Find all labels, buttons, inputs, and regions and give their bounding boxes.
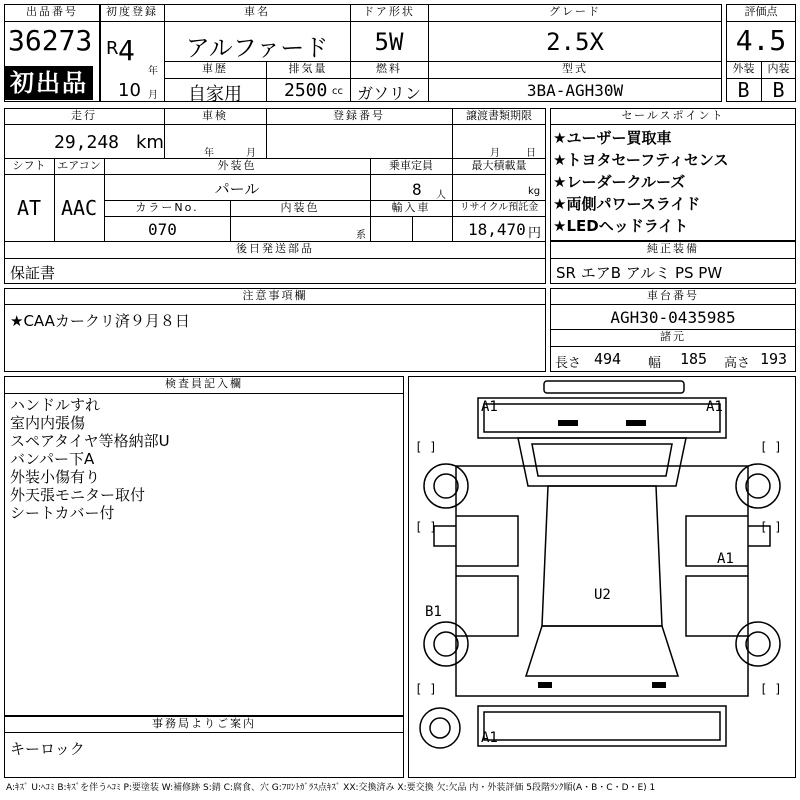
exterior-color-label: 外装色 [217, 159, 257, 172]
door-type: 5W [374, 28, 404, 56]
width-value: 185 [680, 350, 708, 368]
interior-label: 内装 [767, 62, 790, 75]
inspector-label: 検査員記入欄 [165, 377, 243, 390]
car-name-label: 車名 [244, 5, 270, 18]
color-no-label: カラーNo. [135, 201, 199, 214]
exterior-score: B [737, 78, 750, 102]
year-unit: 年 [148, 66, 158, 77]
recycle-label: リサイクル預託金 [459, 202, 539, 213]
registration-label: 登録番号 [333, 109, 385, 122]
transfer-day-unit: 日 [526, 148, 536, 159]
damage-legend: A:ｷｽﾞ U:ﾍｺﾐ B:ｷｽﾞを伴うﾍｺﾐ P:要塗装 W:補修跡 S:錆 C:腐食、穴 G:ﾌﾛﾝﾄｶﾞﾗｽ点ｷｽﾞ XX:交換済み X:要交換 欠:欠品 内・外装評価 5段階ﾗﾝｸ順(A・B・C・D・E) 1 [6, 783, 656, 793]
era-mark: R [106, 38, 119, 59]
office-label: 事務局よりご案内 [152, 717, 256, 730]
sales-points-list [553, 127, 728, 237]
sales-point-item: ★ユーザー買取車 [553, 129, 672, 147]
dimensions-label: 諸元 [660, 330, 686, 343]
mileage-label: 走行 [71, 109, 97, 122]
month-unit: 月 [148, 90, 158, 101]
inspector-note: バンパー下A [10, 450, 95, 468]
length-label: 長さ [555, 356, 582, 371]
bracket-mark: [ ] [415, 440, 437, 454]
interior-score: B [772, 78, 785, 102]
shift: AT [16, 196, 42, 220]
bracket-mark: [ ] [760, 682, 782, 696]
chassis-label: 車台番号 [647, 289, 699, 302]
capacity-unit: 人 [436, 190, 446, 201]
sales-points-label: セールスポイント [621, 109, 725, 122]
sales-point-item: ★LEDヘッドライト [553, 217, 689, 235]
displacement-label: 排気量 [288, 62, 328, 75]
max-load-label: 最大積載量 [471, 159, 527, 172]
exterior-label: 外装 [732, 62, 755, 75]
inspector-note: シートカバー付 [10, 504, 115, 522]
bracket-mark: [ ] [415, 520, 437, 534]
inspection-year-unit: 年 [204, 148, 214, 159]
recycle-deposit: 18,470 [468, 220, 526, 239]
exterior-color: パール [214, 180, 260, 198]
max-load-unit: kg [528, 186, 541, 197]
inspector-note: スペアタイヤ等格納部U [10, 432, 170, 450]
color-number: 070 [148, 220, 177, 239]
sales-point-item: ★トヨタセーフティセンス [553, 151, 729, 169]
capacity: 8 [412, 180, 422, 199]
mileage-unit: km [136, 132, 164, 153]
notes-label: 注意事項欄 [242, 289, 308, 302]
interior-color-label: 内装色 [280, 201, 320, 214]
width-label: 幅 [648, 356, 662, 371]
car-diagram [408, 376, 796, 778]
inspector-note: 室内内張傷 [10, 414, 86, 432]
equipment-label: 純正装備 [647, 242, 699, 255]
history: 自家用 [188, 84, 242, 105]
model-code: 3BA-AGH30W [526, 81, 624, 100]
capacity-label: 乗車定員 [389, 159, 433, 172]
fuel-label: 燃料 [376, 62, 402, 75]
damage-right-side: A1 [717, 551, 734, 567]
damage-rear: A1 [481, 730, 498, 746]
lot-number-label: 出品番号 [26, 5, 78, 18]
transfer-doc-label: 譲渡書類期限 [466, 109, 532, 122]
shift-label: シフト [12, 159, 46, 172]
damage-roof: U2 [594, 587, 611, 603]
height-value: 193 [760, 350, 788, 368]
bracket-mark: [ ] [760, 440, 782, 454]
sales-point-item: ★両側パワースライド [553, 195, 701, 213]
chassis-number: AGH30-0435985 [610, 308, 736, 327]
overall-score: 4.5 [735, 24, 787, 57]
sales-point-item: ★レーダークルーズ [553, 173, 686, 191]
reg-month: 10 [118, 80, 141, 101]
air-conditioner: AAC [60, 196, 98, 220]
interior-color-unit: 系 [356, 230, 366, 241]
inspector-notes [10, 396, 170, 522]
equipment-value: SR エアB アルミ PS PW [556, 264, 723, 282]
recycle-unit: 円 [528, 226, 542, 241]
later-parts-label: 後日発送部品 [236, 242, 314, 255]
later-parts: 保証書 [10, 264, 56, 282]
ac-label: エアコン [57, 159, 101, 172]
grade-label: グレード [549, 5, 601, 18]
length-value: 494 [594, 350, 622, 368]
score-label: 評価点 [744, 5, 778, 18]
notes-value: ★CAAカークリ済９月８日 [10, 312, 190, 330]
first-reg-label: 初度登録 [106, 5, 158, 18]
grade: 2.5X [546, 28, 604, 56]
inspector-note: ハンドルすれ [10, 396, 101, 414]
damage-front-left: A1 [481, 399, 498, 415]
first-listing-badge: 初出品 [5, 66, 93, 100]
lot-number: 36273 [8, 24, 93, 57]
bracket-mark: [ ] [415, 682, 437, 696]
fuel: ガソリン [356, 84, 421, 103]
inspection-month-unit: 月 [246, 148, 256, 159]
history-label: 車歴 [202, 62, 228, 75]
mileage: 29,248 [54, 132, 120, 153]
height-label: 高さ [724, 356, 751, 371]
damage-left-side: B1 [425, 604, 442, 620]
inspector-note: 外装小傷有り [10, 468, 101, 486]
car-name: アルファード [185, 34, 329, 62]
displacement: 2500 [284, 80, 328, 101]
import-label: 輸入車 [391, 201, 431, 214]
damage-front-right: A1 [706, 399, 723, 415]
office-value: キーロック [10, 740, 85, 758]
bracket-mark: [ ] [760, 520, 782, 534]
displacement-unit: cc [332, 86, 343, 97]
reg-year: 4 [118, 34, 135, 67]
transfer-month-unit: 月 [490, 148, 500, 159]
inspector-note: 外天張モニター取付 [10, 486, 146, 504]
inspection-label: 車検 [202, 109, 228, 122]
door-label: ドア形状 [363, 5, 415, 18]
model-code-label: 型式 [562, 62, 588, 75]
